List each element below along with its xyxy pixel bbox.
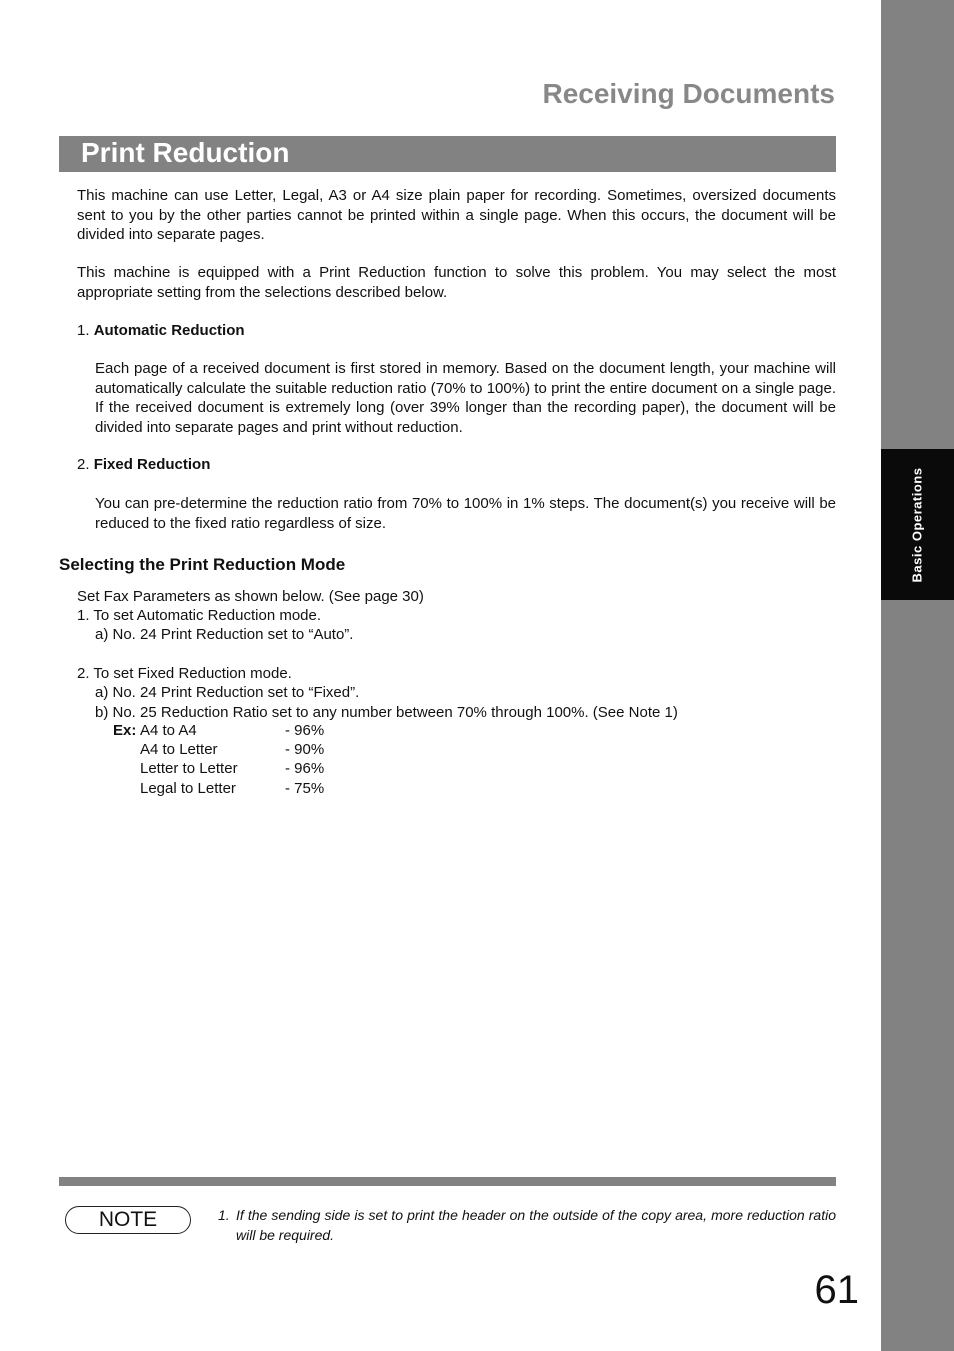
example-name: Legal to Letter [140, 780, 236, 797]
example-name: Letter to Letter [140, 760, 238, 777]
intro-paragraph-1: This machine can use Letter, Legal, A3 or A4 size plain paper for recording. Sometimes, oversized documents sent to you by the other parties cannot be printed within a single page. When this occurs, the document will be divided into separate pages. [77, 187, 836, 243]
section-title-bar [59, 136, 836, 172]
side-bar [881, 0, 954, 1351]
step-2b: b) No. 25 Reduction Ratio set to any number between 70% through 100%. (See Note 1) [95, 704, 678, 721]
mode-2-heading [77, 455, 210, 475]
example-value: - 96% [285, 722, 325, 739]
selecting-heading: Selecting the Print Reduction Mode [59, 555, 346, 574]
mode-2-number: 2. [77, 456, 90, 473]
example-name: A4 to A4 [140, 722, 197, 739]
note-number: 1. [218, 1207, 230, 1223]
section-title: Print Reduction [81, 137, 290, 168]
chapter-tab [881, 449, 954, 600]
selecting-intro: Set Fax Parameters as shown below. (See page 30) [77, 588, 424, 605]
intro-paragraph-2: This machine is equipped with a Print Reduction function to solve this problem. You may select the most appropriate setting from the selections described below. [77, 264, 836, 301]
examples-label: Ex: [113, 722, 137, 739]
mode-2-title: Fixed Reduction [93, 456, 211, 473]
chapter-title: Receiving Documents [542, 78, 835, 109]
example-value: - 90% [285, 741, 325, 758]
note-divider [59, 1177, 836, 1186]
example-name: A4 to Letter [140, 741, 218, 758]
note-body: If the sending side is set to print the header on the outside of the copy area, more reduction ratio will be required. [236, 1207, 836, 1243]
mode-1-title: Automatic Reduction [93, 322, 245, 339]
mode-1-heading [77, 321, 245, 341]
chapter-tab-label: Basic Operations [909, 467, 925, 583]
step-2a: a) No. 24 Print Reduction set to “Fixed”. [95, 684, 360, 701]
note-badge: NOTE [65, 1206, 191, 1234]
step-2: 2. To set Fixed Reduction mode. [77, 665, 292, 682]
page-number: 61 [814, 1268, 859, 1312]
mode-1-number: 1. [77, 322, 90, 339]
step-1a: a) No. 24 Print Reduction set to “Auto”. [95, 626, 354, 643]
example-value: - 75% [285, 780, 325, 797]
step-1: 1. To set Automatic Reduction mode. [77, 607, 322, 624]
mode-2-description: You can pre-determine the reduction ratio from 70% to 100% in 1% steps. The document(s) you receive will be reduced to the fixed ratio regardless of size. [95, 495, 836, 532]
mode-1-description: Each page of a received document is first stored in memory. Based on the document length, your machine will automatically calculate the suitable reduction ratio (70% to 100%) to print the entire document on a single page. If the received document is extremely long (over 39% longer than the recording paper), the document will be divided into separate pages and print without reduction. [95, 360, 836, 436]
note-text [218, 1205, 836, 1245]
example-value: - 96% [285, 760, 325, 777]
